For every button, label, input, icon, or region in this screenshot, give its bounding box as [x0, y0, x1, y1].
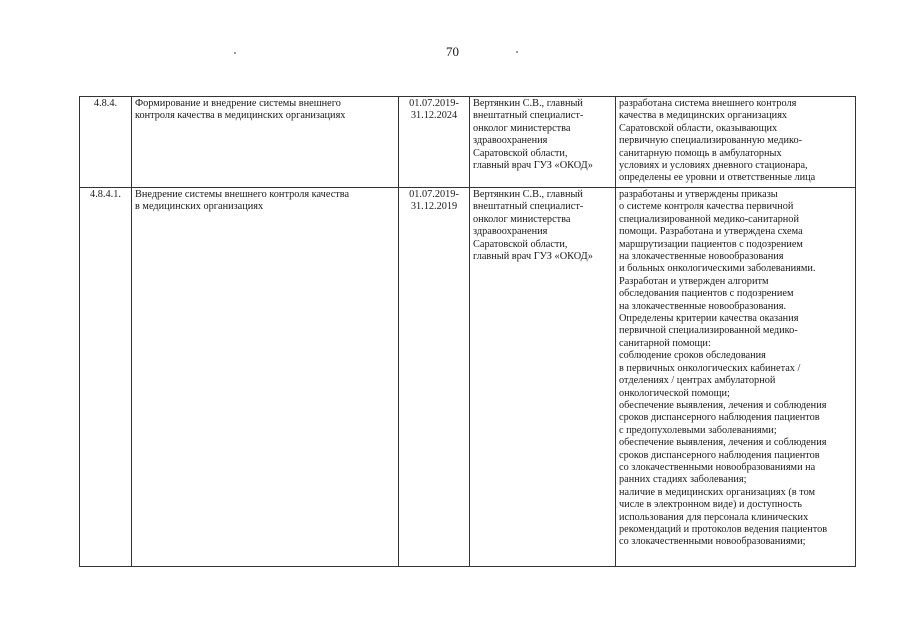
text-line: разработаны и утверждены приказы — [619, 189, 778, 200]
item-responsible — [470, 188, 616, 567]
text-line: наличие в медицинских организациях (в том — [619, 486, 816, 498]
text-line: главный врач ГУЗ «ОКОД» — [473, 160, 593, 172]
text-line: определены ее уровни и ответственные лица — [619, 172, 816, 184]
text-line: Формирование и внедрение системы внешнего — [135, 98, 341, 109]
table-row — [80, 188, 856, 567]
text-line: качества в медицинских организациях — [619, 110, 788, 122]
text-line: о системе контроля качества первичной — [619, 201, 794, 213]
text-line: Саратовской области, — [473, 147, 568, 159]
text-line: главный врач ГУЗ «ОКОД» — [473, 251, 593, 263]
text-line: в первичных онкологических кабинетах / — [619, 362, 801, 374]
plan-table — [79, 96, 856, 567]
text-line: соблюдение сроков обследования — [619, 350, 766, 362]
text-line: маршрутизации пациентов с подозрением — [619, 238, 803, 250]
text-line: Внедрение системы внешнего контроля качества — [135, 189, 350, 200]
text-line: Определены критерии качества оказания — [619, 313, 799, 325]
text-line: со злокачественными новообразованиями; — [619, 536, 806, 548]
text-line: и больных онкологическими заболеваниями. — [619, 263, 816, 275]
text-line: сроков диспансерного наблюдения пациентов — [619, 449, 820, 461]
text-line: сроков диспансерного наблюдения пациентов — [619, 412, 820, 424]
text-line: Вертянкин С.В., главный — [473, 98, 583, 109]
text-line: внештатный специалист- — [473, 201, 584, 213]
item-name — [132, 97, 399, 188]
text-line: со злокачественными новообразованиями на — [619, 461, 816, 473]
text-line: первичную специализированную медико- — [619, 135, 803, 147]
page-number: 70 — [446, 44, 459, 59]
text-line: использования для персонала клинических — [619, 511, 809, 523]
item-period — [399, 188, 470, 567]
text-line: санитарную помощь в амбулаторных — [619, 147, 782, 159]
item-number: 4.8.4.1. — [80, 188, 132, 567]
text-line: первичной специализированной медико- — [619, 325, 798, 337]
text-line: санитарной помощи: — [619, 337, 711, 349]
text-line: с предопухолевыми заболеваниями; — [619, 424, 777, 436]
text-line: обследования пациентов с подозрением — [619, 288, 794, 300]
text-line: Вертянкин С.В., главный — [473, 189, 583, 200]
text-line: онколог министерства — [473, 122, 571, 134]
item-responsible — [470, 97, 616, 188]
text-line: помощи. Разработана и утверждена схема — [619, 226, 803, 238]
scan-speck — [234, 52, 236, 54]
text-line: специализированной медико-санитарной — [619, 213, 799, 225]
text-line: 01.07.2019- — [409, 98, 459, 109]
item-period — [399, 97, 470, 188]
text-line: онкологической помощи; — [619, 387, 730, 399]
text-line: контроля качества в медицинских организациях — [135, 110, 346, 122]
text-line: внештатный специалист- — [473, 110, 584, 122]
text-line: 31.12.2019 — [410, 201, 458, 213]
text-line: обеспечение выявления, лечения и соблюдения — [619, 399, 827, 411]
item-result — [616, 97, 856, 188]
text-line: условиях и условиях дневного стационара, — [619, 160, 808, 172]
text-line: рекомендаций и протоколов ведения пациентов — [619, 523, 828, 535]
text-line: Саратовской области, оказывающих — [619, 122, 778, 134]
item-name — [132, 188, 399, 567]
text-line: на злокачественные новообразования — [619, 251, 784, 263]
text-line: обеспечение выявления, лечения и соблюдения — [619, 437, 827, 449]
text-line: 01.07.2019- — [409, 189, 459, 200]
text-line: в медицинских организациях — [135, 201, 264, 213]
text-line: отделениях / центрах амбулаторной — [619, 375, 776, 387]
text-line: разработана система внешнего контроля — [619, 98, 797, 109]
scan-speck — [516, 51, 518, 53]
text-line: Разработан и утвержден алгоритм — [619, 275, 769, 287]
item-result — [616, 188, 856, 567]
item-number: 4.8.4. — [80, 97, 132, 188]
text-line: на злокачественные новообразования. — [619, 300, 787, 312]
table-row — [80, 97, 856, 188]
text-line: здравоохранения — [473, 135, 548, 147]
text-line: онколог министерства — [473, 213, 571, 225]
text-line: Саратовской области, — [473, 238, 568, 250]
text-line: числе в электронном виде) и доступность — [619, 499, 802, 511]
text-line: ранних стадиях заболевания; — [619, 474, 747, 486]
text-line: здравоохранения — [473, 226, 548, 238]
text-line: 31.12.2024 — [410, 110, 458, 122]
